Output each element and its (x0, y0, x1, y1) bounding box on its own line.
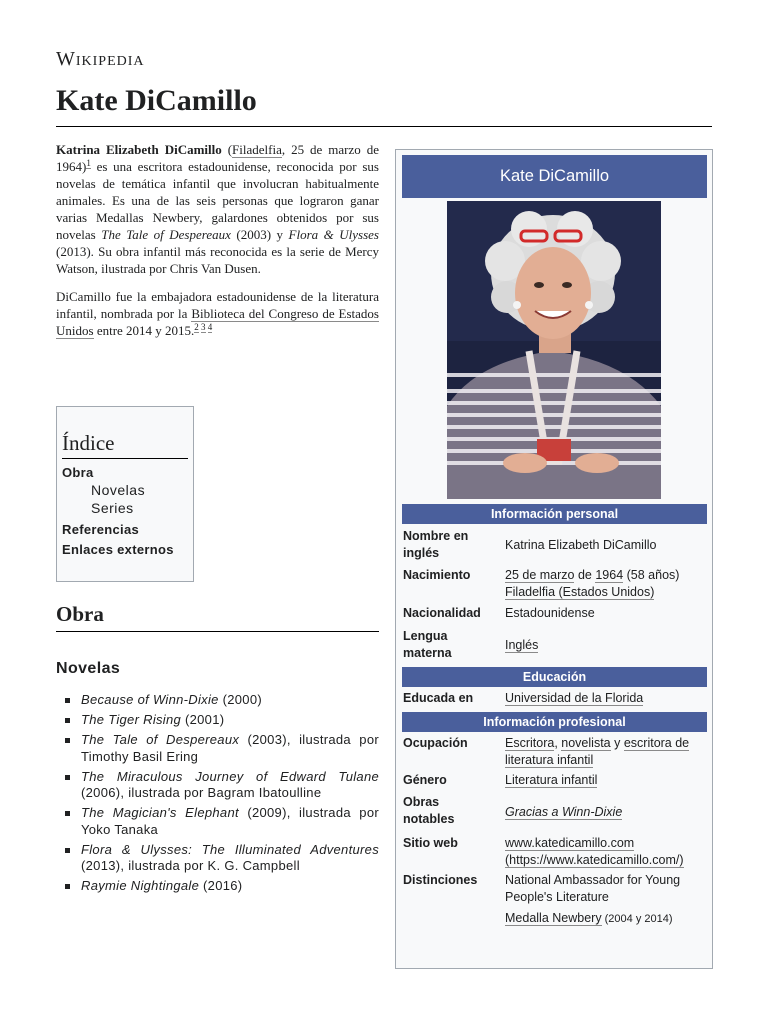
novel-detail: (2009), ilustrada por Yoko Tanaka (81, 805, 379, 837)
portrait-image[interactable] (447, 201, 661, 499)
website-link[interactable]: www.katedicamillo.com (https://www.katedicamillo.com/) (505, 836, 684, 867)
novel-title: The Tiger Rising (81, 712, 182, 727)
wikipedia-logo[interactable]: Wikipedia (56, 48, 145, 70)
occupation-link-writer[interactable]: Escritora (505, 736, 555, 750)
list-item (81, 878, 379, 895)
section-divider (56, 631, 379, 632)
row-label: Ocupación (403, 736, 468, 750)
portrait-illustration (447, 201, 661, 499)
novel-detail: (2013), ilustrada por K. G. Campbell (81, 858, 300, 873)
subject-name: Katrina Elizabeth DiCamillo (56, 142, 222, 157)
list-item (81, 842, 379, 875)
birth-place-link[interactable]: Filadelfia (Estados Unidos) (505, 585, 655, 599)
novel-detail: (2006), ilustrada por Bagram Ibatoulline (81, 785, 322, 800)
text-fragment: , (554, 736, 562, 750)
row-value (505, 735, 708, 769)
infobox-header-personal: Información personal (402, 504, 707, 524)
row-value (505, 772, 708, 789)
list-item (81, 712, 379, 729)
birthplace-link[interactable]: Filadelfia (232, 142, 282, 157)
award-text: National Ambassador for Young People's Literature (505, 873, 681, 904)
notable-work-link[interactable] (505, 805, 622, 820)
table-of-contents (56, 406, 194, 582)
toc-item-novelas[interactable]: Novelas (91, 482, 146, 498)
toc-item-referencias[interactable]: Referencias (62, 522, 140, 537)
toc-item-enlaces-externos[interactable]: Enlaces externos (62, 542, 174, 557)
list-item (81, 732, 379, 765)
toc-item-series[interactable]: Series (91, 500, 134, 516)
row-label: Nombre en inglés (403, 529, 469, 560)
lead-paragraph-2 (56, 288, 379, 339)
toc-title: Índice (62, 431, 188, 459)
age-text: (58 años) (623, 568, 680, 582)
book-title: Flora & Ulysses (288, 227, 379, 242)
occupation-link-novelist[interactable]: novelista (561, 736, 611, 750)
novel-detail: (2016) (199, 878, 243, 893)
row-value: Estadounidense (505, 606, 595, 620)
row-value: Katrina Elizabeth DiCamillo (505, 538, 657, 552)
book-title: The Tale of Despereaux (101, 227, 231, 242)
language-link[interactable]: Inglés (505, 638, 539, 652)
row-value (505, 804, 708, 821)
list-item (81, 805, 379, 838)
novel-title: Because of Winn-Dixie (81, 692, 219, 707)
notable-work-title: Gracias a Winn-Dixie (505, 805, 623, 819)
title-divider (56, 126, 712, 127)
row-label: Género (403, 773, 447, 787)
row-value (505, 835, 701, 869)
novel-title: Flora & Ulysses: The Illuminated Adventures (81, 841, 379, 857)
birth-date-link[interactable]: 25 de marzo (505, 568, 575, 582)
novels-list (56, 692, 379, 898)
novel-title: The Miraculous Journey of Edward Tulane (81, 768, 379, 784)
infobox-title: Kate DiCamillo (402, 155, 707, 198)
novel-title: The Tale of Despereaux (81, 732, 240, 747)
university-link[interactable]: Universidad de la Florida (505, 691, 644, 705)
section-heading-obra: Obra (56, 602, 104, 626)
text-fragment: , 25 de marzo de 1964) (56, 142, 379, 174)
row-value (505, 690, 708, 707)
row-label: Educada en (403, 691, 474, 705)
genre-link[interactable]: Literatura infantil (505, 773, 598, 787)
infobox-header-education: Educación (402, 667, 707, 687)
toc-item-obra[interactable]: Obra (62, 465, 94, 480)
row-label: Obras notables (403, 795, 455, 826)
infobox (395, 149, 713, 969)
text-fragment: y (610, 736, 624, 750)
text-fragment: (2003) y (230, 227, 289, 242)
lead-paragraph-1 (56, 141, 379, 277)
birth-year-link[interactable]: 1964 (595, 568, 624, 582)
novel-title: The Magician's Elephant (81, 805, 239, 820)
award-years: (2004 y 2014) (601, 913, 673, 925)
lead-section (56, 141, 379, 350)
infobox-header-professional: Información profesional (402, 712, 707, 732)
row-value (505, 567, 708, 601)
text-fragment: ( (221, 142, 233, 157)
row-value (505, 637, 708, 654)
page-title: Kate DiCamillo (56, 84, 257, 117)
row-label: Distinciones (403, 873, 478, 887)
row-label: Nacionalidad (403, 606, 481, 620)
novel-detail: (2001) (181, 712, 225, 727)
text-fragment: entre 2014 y 2015. (93, 323, 195, 338)
novel-title: Raymie Nightingale (81, 878, 200, 893)
library-of-congress-link[interactable]: Biblioteca del Congreso de Estados Unidos (56, 306, 379, 338)
novel-detail: (2003), ilustrada por Timothy Basil Ering (81, 732, 379, 764)
text-fragment: es una escritora estadounidense, reconocida por sus novelas de temática infantil que involucran habitualmente animales. Es una de las seis personas que lograron ganar varias Medallas Newbery, galardones obtenidos por sus novelas (56, 159, 379, 242)
row-label: Lengua materna (403, 629, 452, 660)
reference-1[interactable]: 1 (86, 157, 91, 168)
novel-detail: (2000) (218, 692, 262, 707)
text-fragment: de (574, 568, 596, 582)
text-fragment: (2013). Su obra infantil más reconocida es la serie de Mercy Watson, ilustrada por Chris Van Dusen. (56, 244, 379, 276)
newbery-medal-link[interactable]: Medalla Newbery (505, 911, 602, 925)
section-heading-novelas: Novelas (56, 660, 121, 677)
list-item (81, 769, 379, 802)
row-value (505, 872, 708, 928)
reference-3[interactable]: 3 (201, 321, 206, 332)
row-label: Nacimiento (403, 568, 471, 582)
text-fragment: DiCamillo fue la embajadora estadounidense de la literatura infantil, nombrada por la (56, 289, 379, 321)
row-label: Sitio web (403, 836, 458, 850)
occupation-link-childrens-writer[interactable]: escritora de literatura infantil (505, 736, 690, 767)
reference-4[interactable]: 4 (207, 321, 213, 332)
reference-2[interactable]: 2 (194, 321, 199, 332)
list-item (81, 692, 379, 709)
